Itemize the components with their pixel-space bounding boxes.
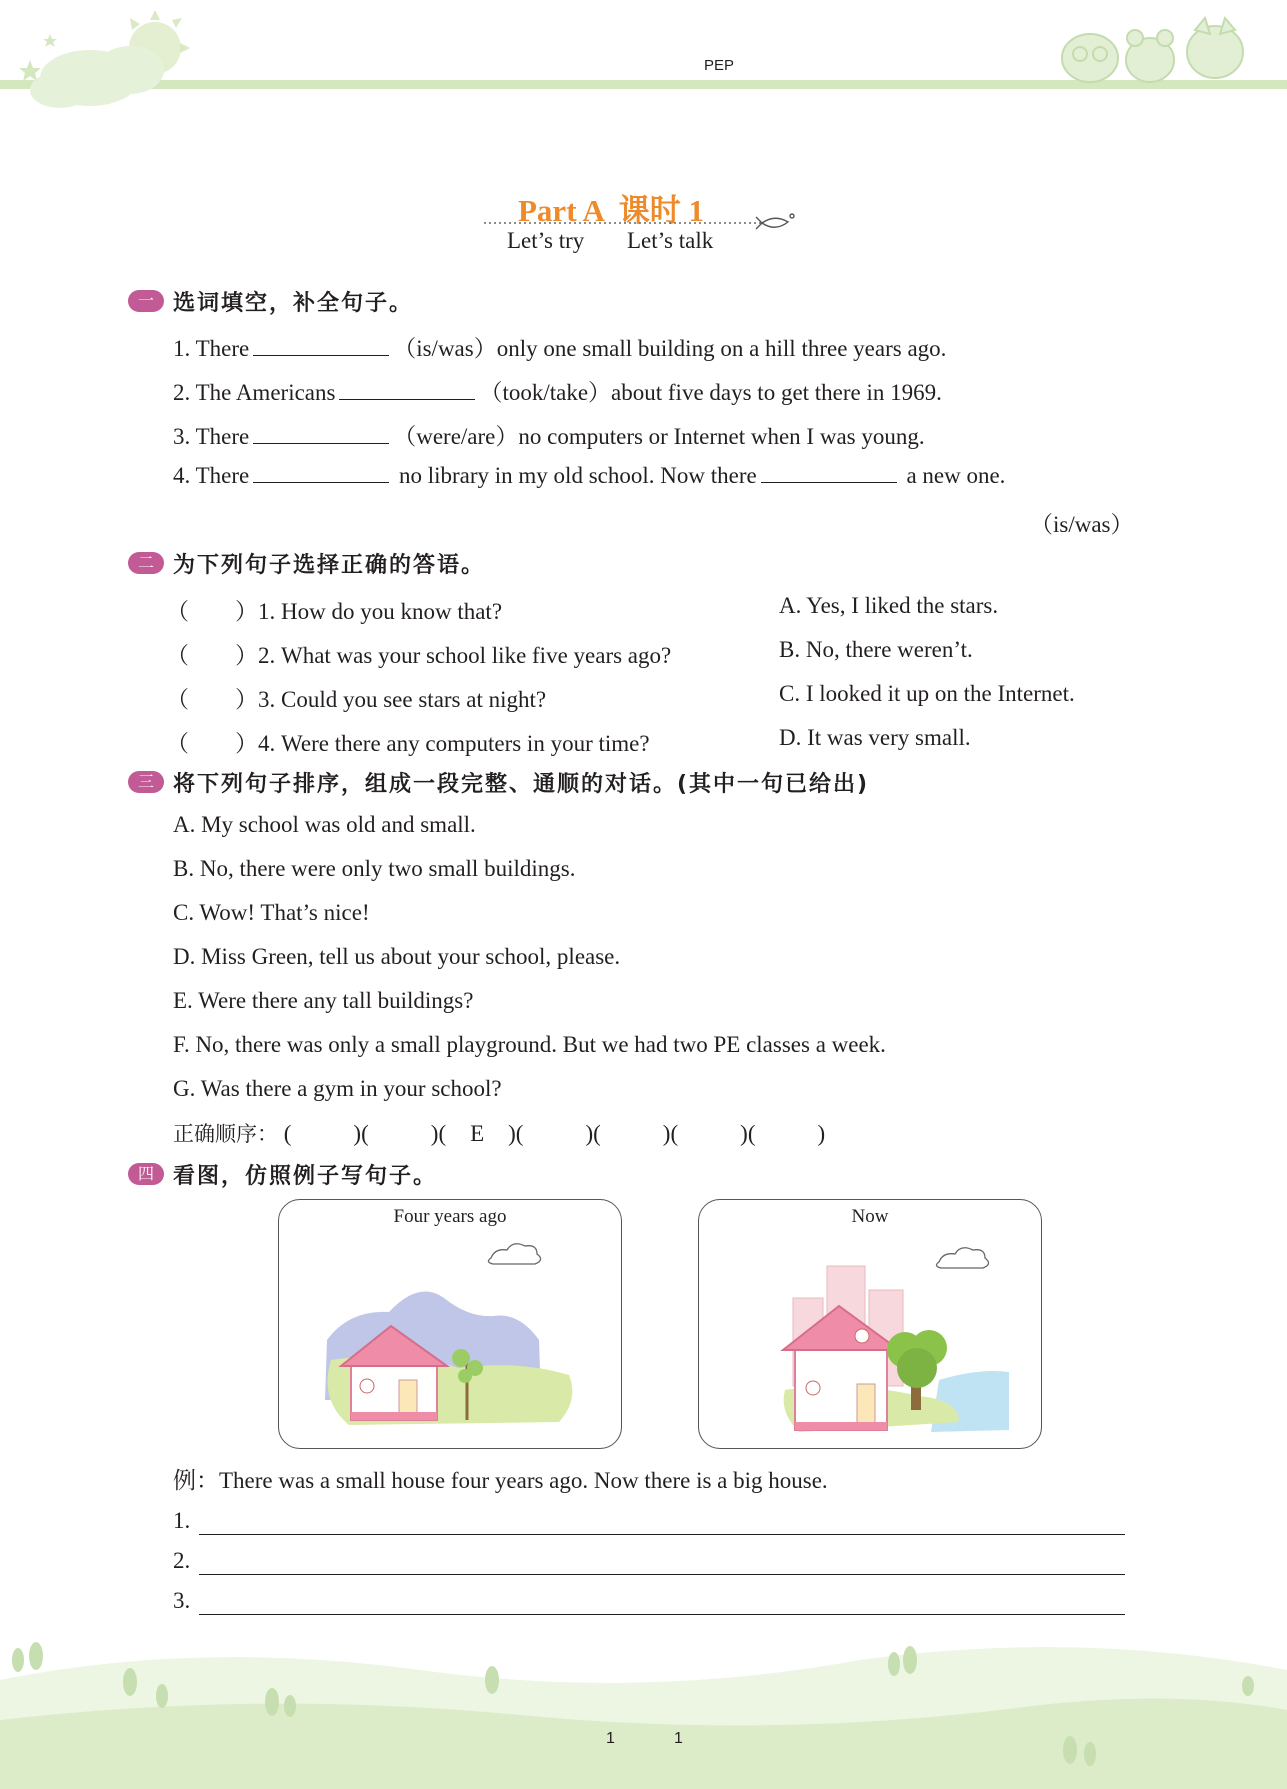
order-sentence-g: G. Was there a gym in your school? (173, 1076, 502, 1101)
picture-four-years-ago (278, 1199, 622, 1449)
write-line-3[interactable] (199, 1614, 1125, 1615)
star-icon (19, 60, 41, 81)
write-line-label-1: 1. (173, 1508, 191, 1533)
page-number-left: 1 (606, 1730, 615, 1747)
match-answer-d: D. It was very small. (779, 725, 971, 750)
answer-blank[interactable] (253, 335, 389, 356)
match-answer-a: A. Yes, I liked the stars. (779, 593, 999, 618)
page-number-right: 1 (674, 1730, 683, 1747)
order-slot[interactable]: ( ) (670, 1121, 748, 1146)
section-badge-3: 三 (128, 771, 164, 793)
order-sentence-c: C. Wow! That’s nice! (173, 900, 370, 925)
match-question-4: （ ）4. Were there any computers in your time? (166, 731, 650, 756)
match-answer-b: B. No, there weren’t. (779, 637, 973, 662)
fill-item-4-hint: （is/was） (1030, 512, 1134, 537)
header-decoration (0, 0, 1287, 120)
cloud-icon (936, 1248, 988, 1268)
order-sentence-e: E. Were there any tall buildings? (173, 988, 474, 1013)
match-question-2: （ ）2. What was your school like five years ago? (166, 643, 672, 668)
order-slot[interactable]: ( ) (593, 1121, 671, 1146)
cloud-icon (30, 46, 164, 108)
answer-blank[interactable] (253, 462, 389, 483)
order-label: 正确顺序： (173, 1122, 278, 1146)
order-sentence-b: B. No, there were only two small buildings. (173, 856, 576, 881)
example-sentence: 例：There was a small house four years ago. Now there is a big house. (173, 1468, 828, 1493)
picture-caption: Now (851, 1206, 889, 1227)
title-sub-talk: Let’s talk (627, 228, 714, 253)
write-line-label-2: 2. (173, 1548, 191, 1573)
footer-hills (0, 1620, 1287, 1789)
animal-faces-icon (1062, 18, 1243, 82)
fill-item-1: 1. There （is/was）only one small building on a hill three years ago. (173, 336, 947, 361)
section-badge-2: 二 (128, 552, 164, 574)
order-slot: ( E ) (438, 1121, 516, 1146)
answer-blank[interactable] (339, 379, 475, 400)
match-question-3: （ ）3. Could you see stars at night? (166, 687, 547, 712)
star-icon (43, 34, 57, 47)
order-slot[interactable]: ( ) (747, 1121, 826, 1146)
page-title: Part A 课时 1 (518, 193, 704, 228)
picture-caption: Four years ago (393, 1206, 507, 1227)
section-heading-2: 为下列句子选择正确的答语。 (173, 553, 486, 578)
section-heading-1: 选词填空，补全句子。 (173, 291, 414, 316)
section-heading-3: 将下列句子排序，组成一段完整、通顺的对话。(其中一句已给出) (173, 772, 870, 797)
write-line-label-3: 3. (173, 1588, 191, 1613)
order-sentence-f: F. No, there was only a small playground. But we had two PE classes a week. (173, 1032, 886, 1057)
old-house-illustration (279, 1200, 621, 1448)
match-answer-c: C. I looked it up on the Internet. (779, 681, 1075, 706)
match-question-1: （ ）1. How do you know that? (166, 599, 503, 624)
section-badge-1: 一 (128, 290, 164, 312)
section-badge-4: 四 (128, 1163, 164, 1185)
write-line-2[interactable] (199, 1574, 1125, 1575)
fill-item-3: 3. There （were/are）no computers or Internet when I was young. (173, 424, 925, 449)
fill-item-2: 2. The Americans （took/take）about five days to get there in 1969. (173, 380, 942, 405)
order-slot[interactable]: ( ) (361, 1121, 439, 1146)
fill-item-4: 4. There no library in my old school. Now there a new one. (173, 463, 1006, 488)
write-line-1[interactable] (199, 1534, 1125, 1535)
cloud-icon (488, 1244, 540, 1264)
header-label: PEP (704, 57, 735, 74)
section-heading-4: 看图，仿照例子写句子。 (173, 1164, 438, 1189)
title-sub-try: Let’s try (507, 228, 585, 253)
order-answer-row (173, 1118, 825, 1148)
fish-icon (756, 214, 794, 229)
answer-blank[interactable] (253, 423, 389, 444)
order-slot[interactable]: ( ) (283, 1121, 362, 1146)
order-slot[interactable]: ( ) (515, 1121, 594, 1146)
order-sentence-d: D. Miss Green, tell us about your school, please. (173, 944, 621, 969)
order-sentence-a: A. My school was old and small. (173, 812, 476, 837)
new-house-illustration (699, 1200, 1041, 1448)
picture-now (698, 1199, 1042, 1449)
answer-blank[interactable] (761, 462, 897, 483)
